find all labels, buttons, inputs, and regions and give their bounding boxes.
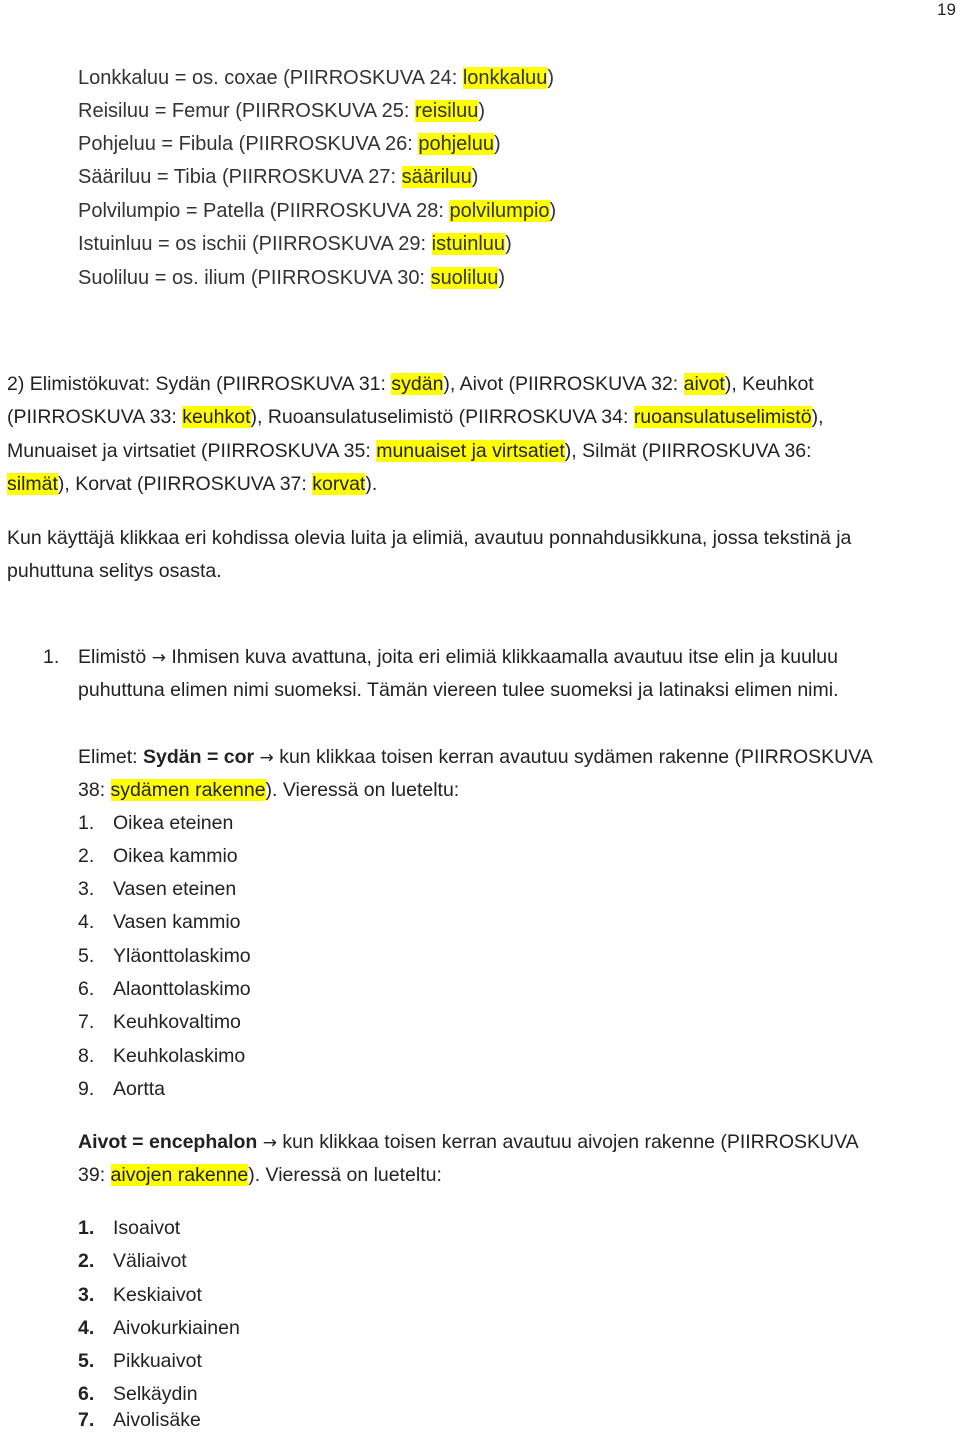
brain-heading (78, 1126, 859, 1160)
brain-line (78, 1159, 442, 1192)
text: ), (811, 406, 824, 428)
item-text: Väliaivot (113, 1250, 187, 1272)
highlight: lonkkaluu (462, 67, 548, 89)
page-number: 19 (937, 0, 956, 19)
item-number: 6. (78, 978, 95, 1000)
item-number: 4. (78, 1317, 95, 1339)
highlight: sydän (391, 373, 444, 395)
item-text: Aivolisäke (113, 1409, 201, 1431)
highlight: suoliluu (430, 267, 499, 289)
item-number: 1. (78, 1217, 95, 1239)
highlight: reisiluu (414, 100, 479, 122)
highlight: sydämen rakenne (110, 779, 266, 801)
organ-name: Sydän = cor (143, 746, 255, 768)
item-text: Oikea kammio (113, 845, 238, 867)
item-number: 7. (78, 1011, 95, 1033)
item-line: puhuttuna elimen nimi suomeksi. Tämän viereen tulee suomeksi ja latinaksi elimen nimi. (78, 679, 839, 701)
item-text: Keuhkovaltimo (113, 1011, 241, 1033)
item-number: 6. (78, 1383, 95, 1405)
highlight: aivot (683, 373, 725, 395)
list-item (78, 1312, 240, 1345)
highlight: ruoansulatuselimistö (633, 406, 812, 428)
highlight: korvat (312, 473, 366, 495)
item-number: 3. (78, 1284, 95, 1306)
list-item (78, 1040, 245, 1073)
text: ). Vieressä on lueteltu: (265, 779, 460, 801)
bone-line (78, 228, 512, 261)
list-item (78, 973, 251, 1006)
organs-line (7, 468, 377, 501)
bone-text: ) (478, 100, 485, 122)
bone-text: ) (498, 267, 506, 289)
text: 39: (78, 1164, 111, 1186)
arrow-right-icon: → (259, 748, 274, 768)
text: Ihmisen kuva avattuna, joita eri elimiä klikkaamalla avautuu itse elin ja kuuluu (165, 646, 838, 668)
item-text: Alaonttolaskimo (113, 978, 251, 1000)
item-text: Vasen eteinen (113, 878, 237, 900)
list-item (78, 1404, 201, 1437)
bone-text: ) (547, 67, 555, 89)
item-text: Selkäydin (113, 1383, 198, 1405)
list-item (78, 873, 236, 906)
highlight: pohjeluu (418, 133, 494, 155)
click-line: Kun käyttäjä klikkaa eri kohdissa olevia luita ja elimiä, avautuu ponnahdusikkuna, jossa tekstinä ja (7, 527, 852, 549)
heart-heading (78, 741, 873, 775)
item-number: 5. (78, 945, 95, 967)
list-item (78, 1073, 165, 1106)
list-item (78, 1245, 187, 1278)
item-text: Pikkuaivot (113, 1350, 202, 1372)
bone-text: ) (471, 166, 479, 188)
list-item (78, 1279, 202, 1312)
bone-text: ) (493, 133, 501, 155)
list-item (78, 1345, 202, 1378)
text: (PIIRROSKUVA 33: (7, 406, 183, 428)
text: ). Vieressä on lueteltu: (248, 1164, 442, 1186)
organs-line (7, 401, 824, 434)
text: 2) Elimistökuvat: Sydän (PIIRROSKUVA 31: (7, 373, 392, 395)
item-text: Keuhkolaskimo (113, 1045, 246, 1067)
bone-line (78, 161, 478, 194)
text: Elimistö (78, 646, 152, 668)
bone-text: Pohjeluu = Fibula (PIIRROSKUVA 26: (78, 133, 419, 155)
text: ), Silmät (PIIRROSKUVA 36: (564, 440, 812, 462)
bone-text: ) (549, 200, 557, 222)
highlight: aivojen rakenne (110, 1164, 249, 1186)
text: Munuaiset ja virtsatiet (PIIRROSKUVA 35: (7, 440, 377, 462)
highlight: keuhkot (182, 406, 251, 428)
bone-line (78, 62, 554, 95)
organs-line (7, 368, 814, 401)
item-number: 5. (78, 1350, 95, 1372)
bone-text: Sääriluu = Tibia (PIIRROSKUVA 27: (78, 166, 402, 188)
bone-text: Polvilumpio = Patella (PIIRROSKUVA 28: (78, 200, 450, 222)
bone-line (78, 262, 505, 295)
item-text: Keskiaivot (113, 1284, 202, 1306)
highlight: munuaiset ja virtsatiet (376, 440, 565, 462)
heart-line (78, 774, 459, 807)
click-line: puhuttuna selitys osasta. (7, 560, 222, 582)
text: kun klikkaa toisen kerran avautuu sydämen rakenne (PIIRROSKUVA (273, 746, 873, 768)
text: kun klikkaa toisen kerran avautuu aivojen rakenne (PIIRROSKUVA (277, 1131, 859, 1153)
item-number: 7. (78, 1409, 95, 1431)
list-item (78, 906, 241, 939)
item-text: Yläonttolaskimo (113, 945, 251, 967)
item-number: 8. (78, 1045, 95, 1067)
list-item (78, 807, 233, 840)
bone-text: Lonkkaluu = os. coxae (PIIRROSKUVA 24: (78, 67, 463, 89)
highlight: istuinluu (431, 233, 506, 255)
item-number: 2. (78, 1250, 95, 1272)
list-item (78, 1212, 180, 1245)
item-line (43, 641, 838, 675)
item-number: 1. (43, 646, 60, 668)
item-text: Oikea eteinen (113, 812, 234, 834)
bone-text: ) (505, 233, 512, 255)
bone-line (78, 95, 485, 128)
bone-text: Suoliluu = os. ilium (PIIRROSKUVA 30: (78, 267, 431, 289)
item-number: 3. (78, 878, 95, 900)
item-text: Isoaivot (113, 1217, 181, 1239)
organs-line (7, 435, 812, 468)
text: 38: (78, 779, 111, 801)
item-number: 9. (78, 1078, 95, 1100)
item-number: 2. (78, 845, 95, 867)
text: ), Aivot (PIIRROSKUVA 32: (443, 373, 684, 395)
highlight: silmät (7, 473, 58, 495)
organ-name: Aivot = encephalon (78, 1131, 258, 1153)
text: ). (365, 473, 378, 495)
text: ), Korvat (PIIRROSKUVA 37: (57, 473, 313, 495)
text: ), Ruoansulatuselimistö (PIIRROSKUVA 34: (250, 406, 634, 428)
list-item (78, 940, 251, 973)
bone-text: Istuinluu = os ischii (PIIRROSKUVA 29: (78, 233, 432, 255)
item-number: 1. (78, 812, 95, 834)
text: ), Keuhkot (724, 373, 814, 395)
item-number: 4. (78, 911, 95, 933)
item-text: Vasen kammio (113, 911, 241, 933)
arrow-right-icon: → (151, 648, 166, 668)
text: Elimet: (78, 746, 144, 768)
list-item (78, 1006, 241, 1039)
highlight: polvilumpio (449, 200, 550, 222)
item-text: Aivokurkiainen (113, 1317, 240, 1339)
bone-line (78, 128, 501, 161)
arrow-right-icon: → (262, 1133, 277, 1153)
list-item (78, 840, 238, 873)
bone-text: Reisiluu = Femur (PIIRROSKUVA 25: (78, 100, 415, 122)
item-text: Aortta (113, 1078, 166, 1100)
highlight: sääriluu (401, 166, 472, 188)
bone-line (78, 195, 556, 228)
